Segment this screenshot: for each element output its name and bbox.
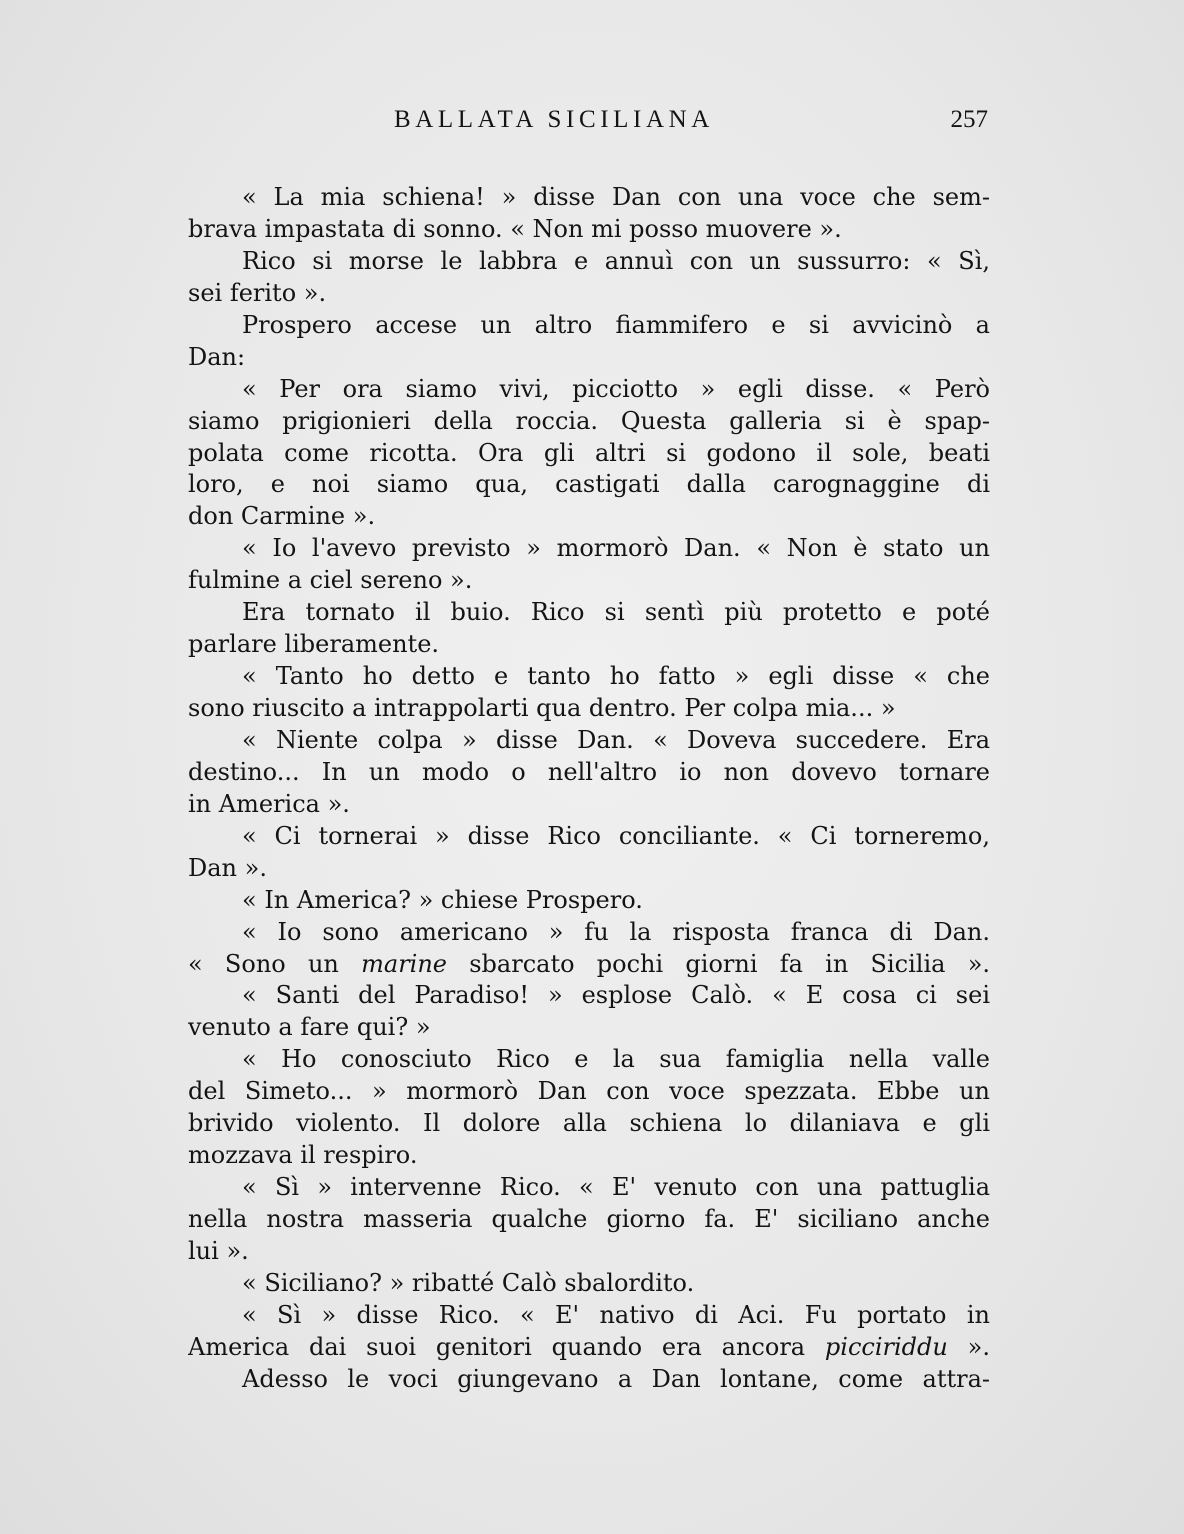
italic-word: marine (361, 949, 447, 978)
text-line (188, 949, 990, 981)
text-line: venuto a fare qui? » (188, 1013, 431, 1042)
page-header (188, 106, 990, 140)
italic-word: picciriddu (824, 1332, 948, 1361)
text-line: « Ho conosciuto Rico e la sua famiglia nella valle (242, 1045, 990, 1074)
text-line: loro, e noi siamo qua, castigati dalla carognaggine di (188, 470, 990, 499)
text-line: « La mia schiena! » disse Dan con una voce che sem- (242, 183, 990, 211)
text-line: « Santi del Paradiso! » esplose Calò. « E cosa ci sei (242, 981, 990, 1010)
page-number: 257 (950, 106, 988, 133)
text-line: « Sì » disse Rico. « E' nativo di Aci. Fu portato in (242, 1300, 990, 1329)
text-line: « Per ora siamo vivi, picciotto » egli disse. « Però (242, 374, 990, 403)
text-segment: sbarcato pochi giorni fa in Sicilia ». (447, 949, 990, 978)
text-line: siamo prigionieri della roccia. Questa galleria si è spap- (188, 406, 990, 435)
text-line: fulmine a ciel sereno ». (188, 566, 473, 595)
text-line: « Siciliano? » ribatté Calò sbalordito. (242, 1268, 695, 1297)
text-line: destino... In un modo o nell'altro io non dovevo tornare (188, 757, 990, 786)
text-line: Rico si morse le labbra e annuì con un sussurro: « Sì, (242, 246, 990, 275)
text-line: sono riuscito a intrappolarti qua dentro. Per colpa mia... » (188, 694, 896, 722)
text-line: « Sì » intervenne Rico. « E' venuto con una pattuglia (242, 1173, 990, 1202)
text-line: Era tornato il buio. Rico si sentì più protetto e poté (242, 598, 990, 627)
text-line: lui ». (188, 1236, 249, 1265)
text-line: nella nostra masseria qualche giorno fa. E' siciliano anche (188, 1205, 990, 1233)
text-line: « Niente colpa » disse Dan. « Doveva succedere. Era (242, 725, 990, 754)
text-line: brivido violento. Il dolore alla schiena lo dilaniava e gli (188, 1109, 990, 1138)
text-line (188, 1332, 990, 1364)
text-line: « In America? » chiese Prospero. (242, 885, 643, 914)
text-segment: « Sono un (188, 949, 362, 978)
running-title: BALLATA SICILIANA (394, 106, 714, 133)
text-line: mozzava il respiro. (188, 1141, 418, 1170)
text-line: brava impastata di sonno. « Non mi posso muovere ». (188, 214, 842, 243)
text-line: « Ci tornerai » disse Rico conciliante. « Ci torneremo, (242, 821, 990, 850)
text-line: in America ». (188, 789, 350, 818)
text-line: polata come ricotta. Ora gli altri si godono il sole, beati (188, 438, 990, 467)
text-line: Prospero accese un altro fiammifero e si avvicinò a (242, 310, 990, 339)
text-line: don Carmine ». (188, 502, 376, 531)
text-line: del Simeto... » mormorò Dan con voce spezzata. Ebbe un (188, 1077, 990, 1106)
text-line: parlare liberamente. (188, 630, 440, 659)
text-line: Adesso le voci giungevano a Dan lontane, come attra- (242, 1364, 990, 1393)
text-segment: America dai suoi genitori quando era ancora (188, 1332, 825, 1361)
text-segment: ». (947, 1332, 990, 1361)
text-line: sei ferito ». (188, 278, 327, 307)
text-line: Dan: (188, 342, 246, 371)
body-text (188, 182, 990, 1396)
text-line: Dan ». (188, 853, 267, 882)
text-line: « Io sono americano » fu la risposta franca di Dan. (242, 917, 990, 946)
text-line: « Tanto ho detto e tanto ho fatto » egli disse « che (242, 662, 990, 691)
text-line: « Io l'avevo previsto » mormorò Dan. « Non è stato un (242, 534, 990, 563)
